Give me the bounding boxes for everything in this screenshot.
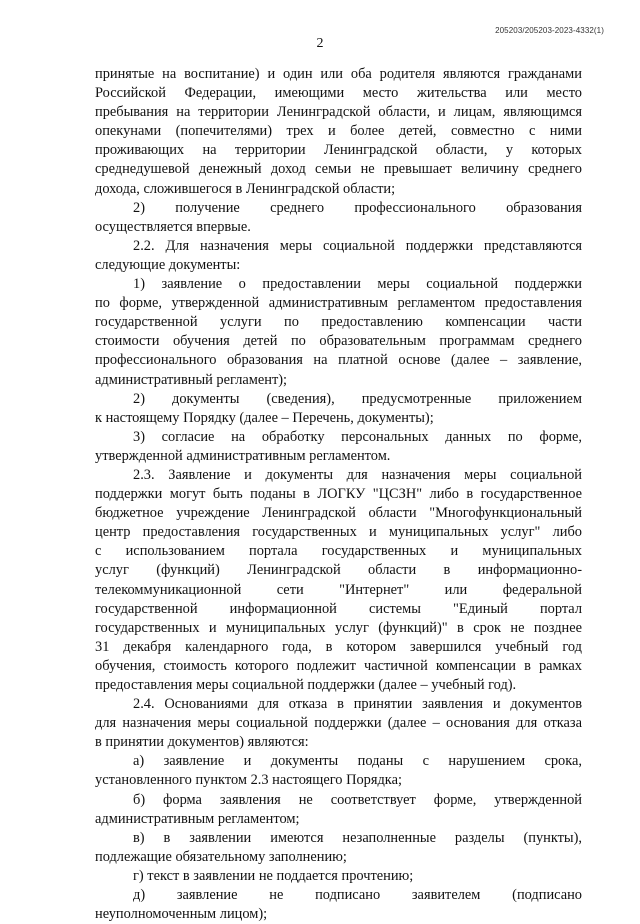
document-body — [95, 65, 582, 924]
document-id: 205203/205203-2023-4332(1) — [495, 26, 604, 35]
text-line: услуг (функций) Ленинградской области в информационно- — [95, 562, 582, 579]
text-line: г) текст в заявлении не поддается прочтению; — [133, 867, 414, 884]
text-line: 3) согласие на обработку персональных данных по форме, — [133, 428, 582, 445]
text-line: государственной услуги по предоставлению компенсации части — [95, 314, 582, 331]
text-line: подлежащие обязательному заполнению; — [95, 848, 347, 865]
text-line: 31 декабря календарного года, в котором завершился учебный год — [95, 638, 582, 655]
text-line: государственных и муниципальных услуг (функций)" в срок не позднее — [95, 619, 582, 636]
text-line: следующие документы: — [95, 256, 241, 273]
text-line: неуполномоченным лицом); — [95, 906, 268, 923]
text-line: 1) заявление о предоставлении меры социальной поддержки — [133, 276, 582, 293]
text-line: государственной информационной системы "Единый портал — [95, 600, 582, 617]
text-line: 2.2. Для назначения меры социальной поддержки представляются — [133, 237, 582, 254]
text-line: пребывания на территории Ленинградской области, и лицам, являющимся — [95, 104, 582, 121]
text-line: 2) документы (сведения), предусмотренные приложением — [133, 390, 582, 407]
text-line: а) заявление и документы поданы с нарушением срока, — [133, 753, 582, 770]
text-line: предоставления меры социальной поддержки (далее – учебный год). — [95, 677, 517, 693]
text-line: Российской Федерации, имеющими место жительства или место — [95, 85, 582, 102]
text-line: установленного пунктом 2.3 настоящего Порядка; — [95, 772, 402, 789]
text-line: опекунами (попечителями) трех и более детей, совместно с ними — [95, 123, 582, 140]
text-line: осуществляется впервые. — [95, 218, 251, 235]
text-line: обучения, стоимость которого подлежит частичной компенсации в рамках — [95, 657, 582, 674]
text-line: 2) получение среднего профессионального образования — [133, 199, 582, 216]
text-line: принятые на воспитание) и один или оба родителя являются гражданами — [95, 66, 582, 82]
text-line: административным регламентом; — [95, 810, 300, 827]
text-line: центр предоставления государственных и муниципальных услуг" либо — [95, 524, 582, 541]
text-line: б) форма заявления не соответствует форме, утвержденной — [133, 791, 582, 808]
text-line: проживающих на территории Ленинградской области, у которых — [95, 142, 582, 159]
text-line: среднедушевой денежный доход семьи не превышает величину среднего — [95, 161, 582, 178]
text-line: с использованием портала государственных и муниципальных — [95, 543, 582, 560]
page-number: 2 — [316, 36, 324, 51]
text-line: поддержки могут быть поданы в ЛОГКУ "ЦСЗН" либо в государственное — [95, 486, 582, 503]
text-line: бюджетное учреждение Ленинградской области "Многофункциональный — [95, 505, 582, 522]
text-line: стоимости обучения детей по образовательным программам среднего — [95, 333, 582, 350]
text-line: телекоммуникационной сети "Интернет" или федеральной — [95, 581, 582, 598]
text-line: дохода, сложившегося в Ленинградской области; — [95, 180, 396, 197]
text-line: для назначения меры социальной поддержки (далее – основания для отказа — [95, 715, 582, 732]
text-line: административный регламент); — [95, 371, 288, 388]
text-line: 2.4. Основаниями для отказа в принятии заявления и документов — [133, 696, 582, 713]
text-line: утвержденной административным регламентом. — [95, 447, 391, 464]
text-line: по форме, утвержденной административным регламентом предоставления — [95, 295, 582, 312]
text-line: 2.3. Заявление и документы для назначения меры социальной — [133, 466, 582, 483]
text-line: в) в заявлении имеются незаполненные разделы (пункты), — [133, 829, 582, 846]
text-line: в принятии документов) являются: — [95, 734, 309, 751]
text-line: профессионального образования на платной основе (далее – заявление, — [95, 352, 582, 369]
text-line: к настоящему Порядку (далее – Перечень, документы); — [95, 409, 434, 426]
text-line: д) заявление не подписано заявителем (подписано — [133, 887, 582, 904]
